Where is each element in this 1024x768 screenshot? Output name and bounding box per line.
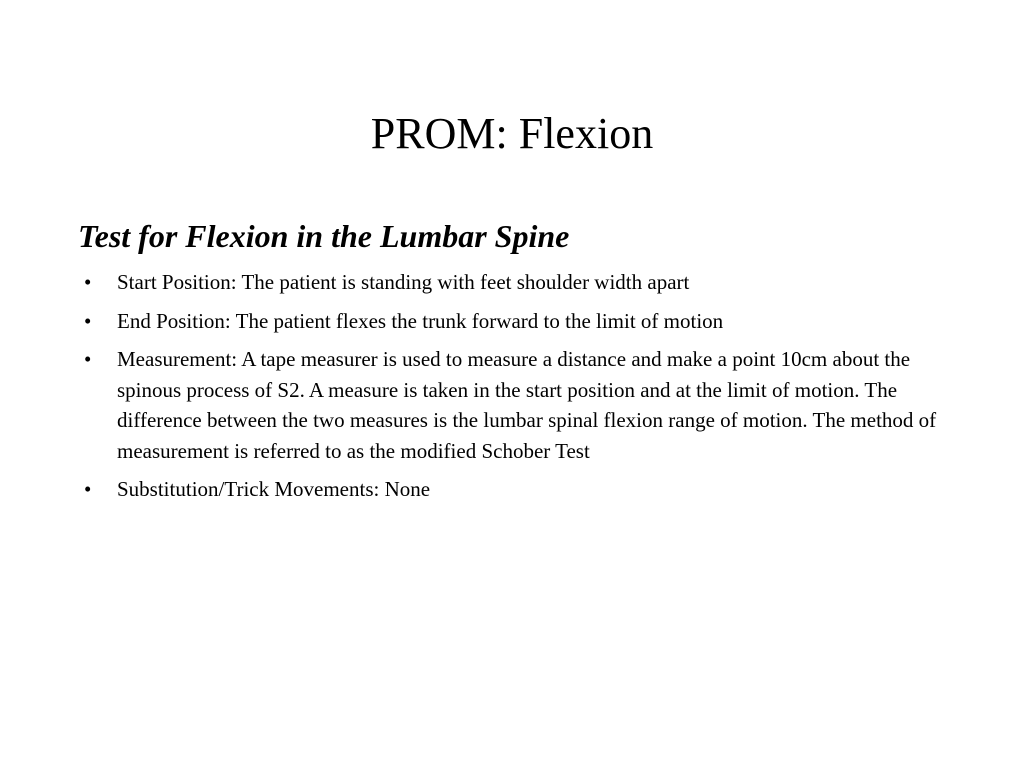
bullet-marker: •	[84, 270, 92, 294]
bullet-list	[78, 267, 938, 513]
bullet-text: Substitution/Trick Movements: None	[117, 477, 431, 501]
bullet-item-end-position	[78, 306, 938, 337]
bullet-item-start-position	[78, 267, 938, 298]
bullet-marker: •	[84, 347, 92, 371]
bullet-text: Measurement: A tape measurer is used to measure a distance and make a point 10cm about the spinous process of S2. A measure is taken in the start position and at the limit of motion. The difference between the two measures is the lumbar spinal flexion range of motion. The method of measurement is referred to as the modified Schober Test	[117, 347, 937, 463]
bullet-item-substitution	[78, 474, 938, 505]
bullet-marker: •	[84, 477, 92, 501]
bullet-text: Start Position: The patient is standing with feet shoulder width apart	[117, 270, 690, 294]
bullet-text: End Position: The patient flexes the trunk forward to the limit of motion	[117, 308, 724, 333]
bullet-marker: •	[84, 308, 92, 333]
bullet-item-measurement	[78, 344, 938, 466]
slide-subheading: Test for Flexion in the Lumbar Spine	[78, 218, 570, 254]
slide-title: PROM: Flexion	[370, 109, 654, 158]
